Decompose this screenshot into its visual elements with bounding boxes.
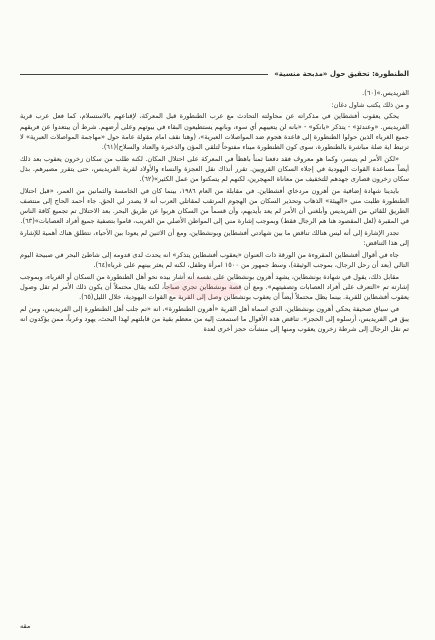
- paragraph: مقابل ذلك، يقول في شهادة بونشطاين، يشهد أهرون بونشطاين على نفسه أنه أشار بيده نحو أهل الطنطورة من السكان أو الغرباء، وبموجب إشارته تم «التعرف على أفراد العصابات وتصفيتهم». ومع أن قصة بونشطاين تجري صباحاً، لكنه يقال محتملاً أن يكون ذلك الأمر لم تقل وصول يعقوب أفشطاين للقرية. بينما يظل محتملاً أيضاً أن يعقوب بونشطاين وصل إلى القرية مع القوات اليهودية، خلال الليل(٦٥).: [20, 272, 409, 302]
- paragraph: و من ذلك يكتب شاول دغان:: [331, 100, 409, 109]
- catchword: مقه: [20, 622, 31, 630]
- paragraph: الفريديس.»(٦٠).: [362, 89, 409, 97]
- header-rule: [20, 74, 268, 75]
- paragraph: يحكي يعقوب أفشطاين في مذكراته عن محاولته التحادث مع عرب الطنطورة قبل المعركة، لإقناعهم بالاستسلام، كما فعل عرب قرية الفريديس. «وعندئذٍ» - يتذكر «يانكو» - «بانه لن يتعيبهم أي سوء، وبانهم يستطيعون البقاء في بيوتهم وعلى أرضهم. شرط أن يبتعدوا عن فريقهم جميع الغرباء الذين حولوا الطنطورة إلى قاعدة هجوم ضد المواصلات العبرية»، (وهنا نقف امام مقولة عامة حول «مهاجمة المواصلات العبرية» لا ترتبط اية صلة مباشرة بالطنطورة، سوى كون الطنطورة ميناء مفتوحاً لتلقي المؤن والذخيرة والعتاد والسلاح)(٦١).: [20, 112, 409, 152]
- paragraph: جاء في أقوال أفشطاين المقروءة من الورقة ذات العنوان «يعقوب أفشطاين يتذكر» انه يحدث لدى قدومه إلى شاطئ البحر في صبيحة اليوم التالي (بعد أن رحل الرجال، بموجب الوثيقة)، وسط جمهور من ١٥٠٠ امرأة وطفل، لكنه لم يعثر بينهم على غرباء(٦٤).: [20, 251, 409, 270]
- paragraph: «لكن الأمر لم يتيسر، وكما هو معروف فقد دفعنا ثمناً باهظاً في المعركة على احتلال المكان. لكنه طلب من سكان زخرون يعقوب بعد ذلك أيضاً مساعدة القوات اليهودية في إجلاء السكان القرويين. تقرر أنذاك نقل العجزة والنساء والأولاد لقرية الفريديس، حتى يتقرر مصيرهم. بذل سكان زخرون قصارى جهدهم للتخفيف من معاناة المهجرين، لكنهم لم يتمكنوا من عمل الكثير»(٦٢).: [20, 154, 409, 184]
- running-header: [20, 68, 409, 80]
- body-text: [20, 88, 409, 336]
- paragraph: في سياق صحيفة يحكي أهرون بونشطاين، الذي اسماه أهل القرية «أهرون الطنطورة»، انه «تم جلب أهل الطنطورة إلى الفريديس، ومن لم يبق في الفريديس، أرسلوه إلى الحجز». تناقض هذه الأقوال ما استمعت إليه من معظم بقية من قابلتهم لهذا البحث، يهود وعرباً، ممن يؤكدون انه تم نقل الرجال إلى شرطة زخرون يعقوب ومنها إلى منشآت حجز أخرى لعدة: [20, 305, 409, 334]
- running-header-title: الطنطورة: تحقيق حول «مذبحة منسية»: [274, 70, 409, 78]
- paragraph: بايدينا شهادة إضافية من أهرون مردخاي أفشطاين. في مقابلة من العام ١٩٨٦، بينما كان في الخامسة والثمانين من العمر، «قبل احتلال الطنطورة طلبت مني «الهيئة» الذهاب وتحذير السكان من الهجوم المرتقب لمقاتلي العرب أنه لا يصدر لي الحق. جاء أحمد الحاج إلى منتصف الطريق للقائي من الفريديس وأبلغني أن الأمر لم يعد بأيديهم، وأن قسماً من السكان هربوا عن طريق البحر. بعد الاحتلال تم تجميع كافة الناس في المقبرة (لعل المقصود هنا هم الرجال فقط) وبموجب إشارة مني إلى المواطن الأصلي من الغريب، قاموا بتصفية جميع أفراد العصابات»(٦٣).: [20, 186, 409, 226]
- paragraph: تجدر الإشارة إلى أنه ليس هنالك تناقض ما بين شهادتي أفشطاين وبونشطاين، ومع أن الاثنين لم يعودا بين الأحياء، نتطلق هناك أهمية للإشارة إلى هذا التناقض:: [20, 229, 409, 248]
